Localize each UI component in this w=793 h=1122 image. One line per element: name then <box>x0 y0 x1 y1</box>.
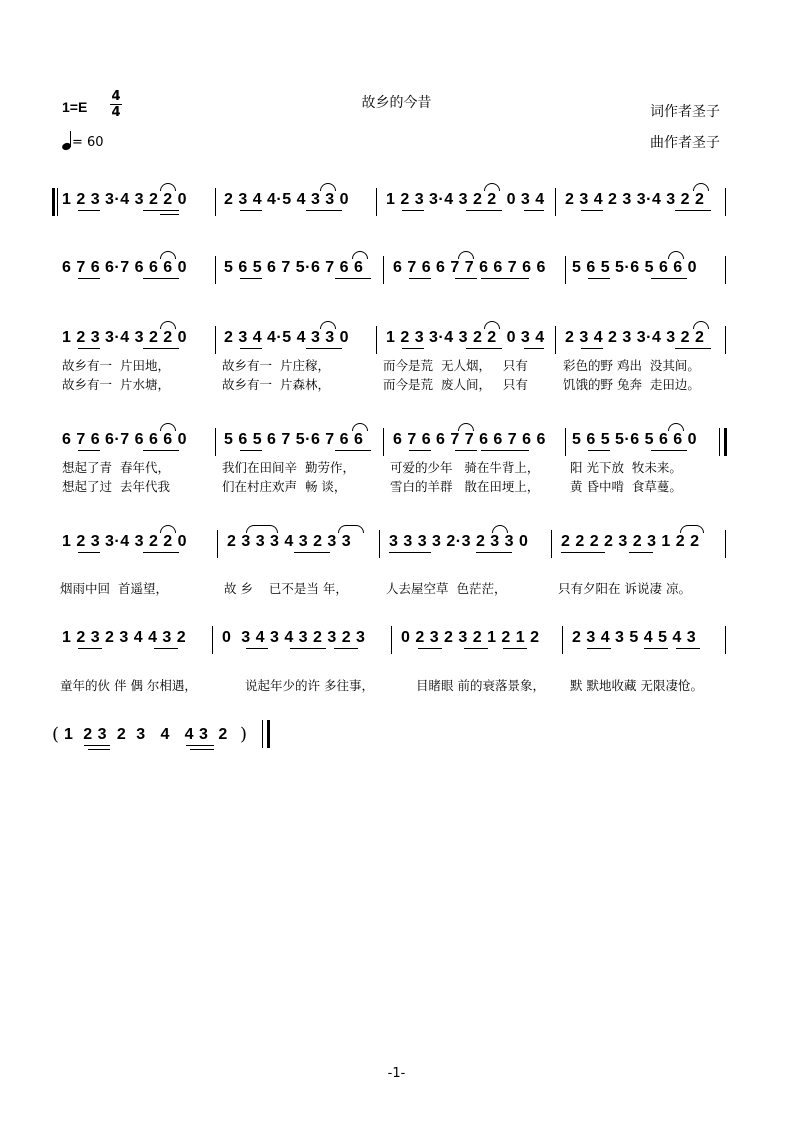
barline <box>383 428 384 456</box>
measure: 2 3 3 3 4 3 2 3 3 <box>227 533 352 550</box>
tie-arc <box>668 423 684 431</box>
barline <box>383 256 384 284</box>
underline <box>418 648 442 649</box>
lyric: 烟雨中回 首遥望， <box>60 581 168 596</box>
tempo-value: = 60 <box>72 135 104 150</box>
final-barline-thick <box>267 720 270 748</box>
underline <box>402 348 424 349</box>
measure: 1 2 3 3·4 3 2 2 0 3 4 <box>386 329 545 346</box>
underline <box>143 210 179 211</box>
repeat-start-barline <box>52 188 55 216</box>
lyric: 童年的伙 伴 偶 尔相遇， <box>60 678 197 693</box>
tie-arc <box>668 251 684 259</box>
underline <box>389 552 431 553</box>
lyric: 说起年少的许 多往事， <box>245 678 374 693</box>
tie-arc <box>484 183 500 191</box>
underline <box>186 745 214 746</box>
measure: 6 7 6 6·7 6 6 6 0 <box>62 431 188 448</box>
measure: 6 7 6 6 7 7 6 6 7 6 6 <box>393 431 546 448</box>
underline <box>644 648 668 649</box>
measure: 1 2 3 3·4 3 2 2 0 <box>62 329 188 346</box>
close-paren: ) <box>240 724 248 745</box>
underline <box>651 278 687 279</box>
underline <box>587 648 611 649</box>
underline <box>334 648 358 649</box>
underline <box>143 278 179 279</box>
quarter-note-icon <box>62 130 72 150</box>
barline <box>565 428 566 456</box>
underline <box>481 450 529 451</box>
underline <box>581 210 603 211</box>
tie-arc <box>458 251 474 259</box>
barline <box>215 256 216 284</box>
lyric: 只有夕阳在 诉说凄 凉。 <box>558 581 691 596</box>
underline <box>240 278 262 279</box>
underline <box>78 278 100 279</box>
measure: 2 3 4 4·5 4 3 3 0 <box>224 329 350 346</box>
barline <box>565 256 566 284</box>
underline <box>78 450 100 451</box>
underline <box>240 348 262 349</box>
time-signature-top: 4 <box>111 89 121 104</box>
lyric: 人去屋空草 色茫茫， <box>386 581 507 596</box>
barline <box>376 188 377 216</box>
underline <box>190 749 214 750</box>
underline <box>464 648 488 649</box>
underline <box>481 278 529 279</box>
underline <box>402 210 424 211</box>
lyric: 雪白的羊群 散在田埂上， <box>390 479 540 494</box>
underline <box>143 552 179 553</box>
repeat-end-barline <box>719 428 720 456</box>
underline <box>466 348 502 349</box>
tie-arc <box>160 321 176 329</box>
underline <box>143 348 179 349</box>
tie-arc <box>160 423 176 431</box>
underline <box>455 278 477 279</box>
underline <box>675 348 711 349</box>
underline <box>588 450 610 451</box>
barline <box>725 626 726 654</box>
barline <box>379 530 380 558</box>
measure: 5 6 5 5·6 5 6 6 0 <box>572 431 698 448</box>
underline <box>524 210 544 211</box>
underline <box>240 450 262 451</box>
underline <box>306 348 342 349</box>
barline <box>57 188 58 216</box>
final-barline <box>262 720 263 748</box>
measure: 1 2 3 3·4 3 2 2 0 <box>62 533 188 550</box>
underline <box>476 552 512 553</box>
underline <box>588 278 610 279</box>
lyric: 故乡有一 片水塘， <box>62 377 170 392</box>
measure: 2 3 4 4·5 4 3 3 0 <box>224 191 350 208</box>
lyric: 想起了过 去年代我 <box>62 479 170 494</box>
lyric: 故 乡 已不是当 年， <box>224 581 348 596</box>
slur-arc <box>680 525 704 533</box>
barline <box>212 626 213 654</box>
underline <box>676 648 700 649</box>
underline <box>629 552 653 553</box>
tie-arc <box>492 525 508 533</box>
underline <box>561 552 605 553</box>
underline <box>524 348 544 349</box>
barline <box>725 326 726 354</box>
underline <box>84 745 110 746</box>
lyric: 可爱的少年 骑在牛背上， <box>390 460 540 475</box>
underline <box>78 210 100 211</box>
lyric: 而今是荒 废人间， 只有 <box>383 377 528 392</box>
underline <box>246 648 268 649</box>
measure: 6 7 6 6 7 7 6 6 7 6 6 <box>393 259 546 276</box>
slur-arc <box>338 525 364 533</box>
underline <box>335 450 371 451</box>
underline <box>143 450 179 451</box>
underline <box>154 648 178 649</box>
measure: 1 2 3 2 3 4 4 3 2 <box>62 629 187 646</box>
tie-arc <box>320 183 336 191</box>
coda-measure: 1 2 3 2 3 4 4 3 2 <box>64 726 228 743</box>
underline <box>88 749 110 750</box>
barline <box>551 530 552 558</box>
time-signature-bottom: 4 <box>111 105 121 120</box>
lyric: 想起了青 春年代， <box>62 460 170 475</box>
barline <box>215 326 216 354</box>
barline <box>725 256 726 284</box>
lyric: 饥饿的野 兔奔 走田边。 <box>563 377 700 392</box>
page-number: -1- <box>387 1066 406 1081</box>
measure: 0 3 4 3 4 3 2 3 2 3 <box>222 629 366 646</box>
barline <box>555 188 556 216</box>
repeat-end-barline-thick <box>724 428 727 456</box>
measure: 5 6 5 5·6 5 6 6 0 <box>572 259 698 276</box>
tempo-marking <box>62 130 104 150</box>
lyric: 黄 昏中啃 食草蔓。 <box>570 479 682 494</box>
measure: 0 2 3 2 3 2 1 2 1 2 <box>401 629 540 646</box>
open-paren: ( <box>52 724 60 745</box>
underline <box>335 278 371 279</box>
measure: 2 3 4 2 3 3·4 3 2 2 <box>565 329 705 346</box>
barline <box>725 188 726 216</box>
barline <box>562 626 563 654</box>
underline <box>455 450 477 451</box>
tie-arc <box>458 423 474 431</box>
barline <box>725 530 726 558</box>
lyric: 而今是荒 无人烟， 只有 <box>383 358 528 373</box>
measure: 2 2 2 2 3 2 3 1 2 2 <box>561 533 700 550</box>
underline <box>240 210 262 211</box>
slur-arc <box>246 525 278 533</box>
tie-arc <box>352 423 368 431</box>
tie-arc <box>484 321 500 329</box>
tie-arc <box>693 183 709 191</box>
underline <box>78 348 100 349</box>
underline <box>409 450 431 451</box>
lyric: 故乡有一 片田地， <box>62 358 170 373</box>
barline <box>555 326 556 354</box>
measure: 2 3 4 2 3 3·4 3 2 2 <box>565 191 705 208</box>
measure: 5 6 5 6 7 5·6 7 6 6 <box>224 431 364 448</box>
barline <box>391 626 392 654</box>
underline <box>78 552 100 553</box>
measure: 1 2 3 3·4 3 2 2 0 3 4 <box>386 191 545 208</box>
barline <box>217 530 218 558</box>
tie-arc <box>160 183 176 191</box>
barline <box>376 326 377 354</box>
underline <box>160 214 179 215</box>
lyricist-credit: 词作者圣子 <box>650 104 720 120</box>
underline <box>409 278 431 279</box>
song-title: 故乡的今昔 <box>361 95 432 111</box>
underline <box>651 450 687 451</box>
lyric: 故乡有一 片森林， <box>222 377 330 392</box>
underline <box>466 210 502 211</box>
lyric: 故乡有一 片庄稼， <box>222 358 330 373</box>
measure: 2 3 4 3 5 4 5 4 3 <box>572 629 697 646</box>
underline <box>78 648 102 649</box>
tie-arc <box>160 525 176 533</box>
barline <box>215 188 216 216</box>
lyric: 彩色的野 鸡出 没其间。 <box>563 358 700 373</box>
underline <box>503 648 527 649</box>
lyric: 目睹眼 前的衰落景象， <box>416 678 545 693</box>
measure: 3 3 3 3 2·3 2 3 3 0 <box>389 533 529 550</box>
measure: 5 6 5 6 7 5·6 7 6 6 <box>224 259 364 276</box>
underline <box>675 210 711 211</box>
lyric: 我们在田间辛 勤劳作， <box>222 460 355 475</box>
lyric: 们在村庄欢声 畅 谈， <box>222 479 347 494</box>
underline <box>294 552 330 553</box>
underline <box>290 648 326 649</box>
tie-arc <box>693 321 709 329</box>
underline <box>306 210 342 211</box>
tie-arc <box>320 321 336 329</box>
tie-arc <box>160 251 176 259</box>
key-signature: 1=E <box>62 99 88 115</box>
lyric: 默 默地收藏 无限凄怆。 <box>570 678 703 693</box>
composer-credit: 曲作者圣子 <box>650 135 720 151</box>
tie-arc <box>352 251 368 259</box>
measure: 1 2 3 3·4 3 2 2 0 <box>62 191 188 208</box>
underline <box>581 348 603 349</box>
lyric: 阳 光下放 牧未来。 <box>570 460 682 475</box>
barline <box>215 428 216 456</box>
measure: 6 7 6 6·7 6 6 6 0 <box>62 259 188 276</box>
